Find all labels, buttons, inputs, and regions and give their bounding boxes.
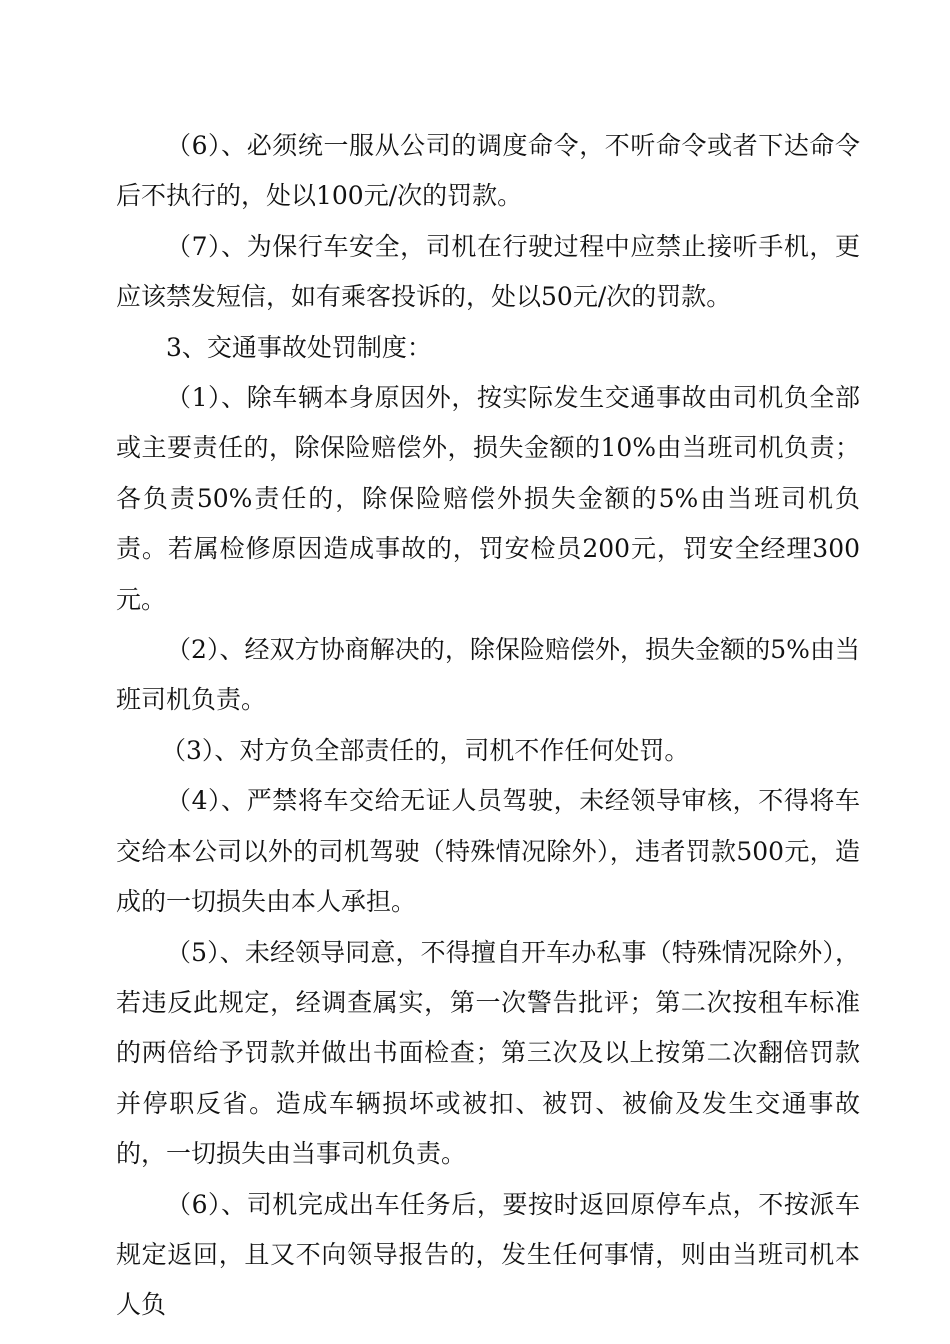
paragraph-accident-rule-1: （1）、除车辆本身原因外，按实际发生交通事故由司机负全部或主要责任的，除保险赔偿外，损失金额的10%由当班司机负责；各负责50%责任的，除保险赔偿外损失金额的5%由当班司机负责。若属检修原因造成事故的，罚安检员200元，罚安全经理300元。 <box>116 383 860 614</box>
section-heading-accident-penalty: 3、交通事故处罚制度： <box>166 332 432 362</box>
paragraph-rule-6-dispatch: （6）、必须统一服从公司的调度命令，不听命令或者下达命令后不执行的，处以100元/次的罚款。 <box>116 131 860 211</box>
document-body <box>116 121 860 1331</box>
paragraph-accident-rule-6: （6）、司机完成出车任务后，要按时返回原停车点，不按派车规定返回，且又不向领导报告的，发生任何事情，则由当班司机本人负 <box>116 1189 860 1320</box>
paragraph-accident-rule-5: （5）、未经领导同意，不得擅自开车办私事（特殊情况除外），若违反此规定，经调查属实，第一次警告批评；第二次按租车标准的两倍给予罚款并做出书面检查；第三次及以上按第二次翻倍罚款并停职反省。造成车辆损坏或被扣、被罚、被偷及发生交通事故的，一切损失由当事司机负责。 <box>116 937 860 1169</box>
paragraph-accident-rule-2: （2）、经双方协商解决的，除保险赔偿外，损失金额的5%由当班司机负责。 <box>116 635 860 715</box>
paragraph-accident-rule-4: （4）、严禁将车交给无证人员驾驶，未经领导审核，不得将车交给本公司以外的司机驾驶（特殊情况除外），违者罚款500元，造成的一切损失由本人承担。 <box>116 786 860 917</box>
paragraph-rule-7-phone: （7）、为保行车安全，司机在行驶过程中应禁止接听手机，更应该禁发短信，如有乘客投诉的，处以50元/次的罚款。 <box>116 231 860 312</box>
paragraph-accident-rule-3: （3）、对方负全部责任的，司机不作任何处罚。 <box>161 735 690 765</box>
